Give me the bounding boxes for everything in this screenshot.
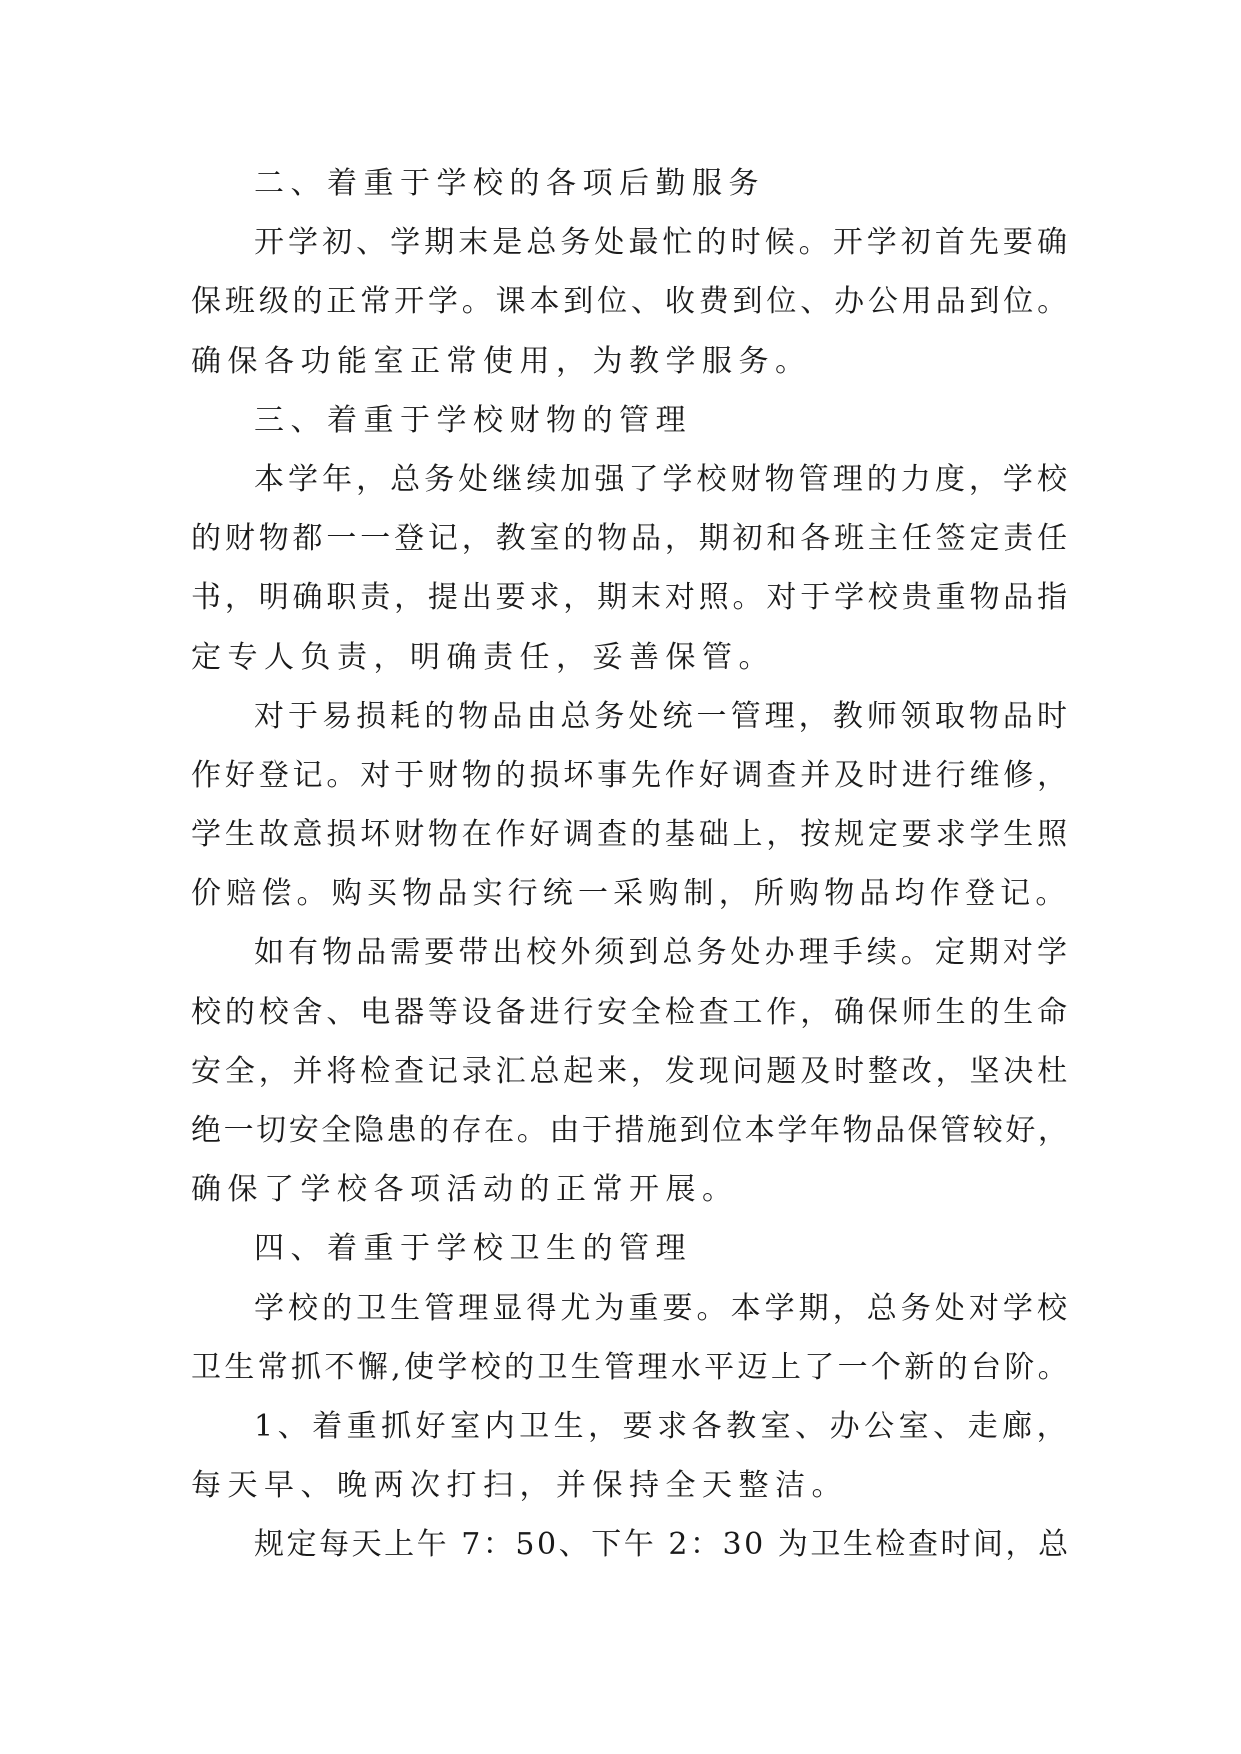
document-body bbox=[191, 154, 1071, 1575]
text-line: 对于易损耗的物品由总务处统一管理，教师领取物品时 bbox=[254, 698, 1071, 734]
text-line: 二、着重于学校的各项后勤服务 bbox=[254, 166, 765, 201]
text-line: 卫生常抓不懈,使学校的卫生管理水平迈上了一个新的台阶。 bbox=[191, 1349, 1072, 1385]
text-line: 四、着重于学校卫生的管理 bbox=[254, 1231, 692, 1267]
text-line: 学校的卫生管理显得尤为重要。本学期，总务处对学校 bbox=[254, 1290, 1071, 1326]
text-line: 三、着重于学校财物的管理 bbox=[254, 402, 692, 438]
text-line: 价赔偿。购买物品实行统一采购制，所购物品均作登记。 bbox=[191, 876, 1071, 912]
text-line: 书，明确职责，提出要求，期末对照。对于学校贵重物品指 bbox=[191, 580, 1071, 616]
text-line: 定专人负责，明确责任，妥善保管。 bbox=[191, 639, 775, 675]
text-line: 作好登记。对于财物的损坏事先作好调查并及时进行维修， bbox=[191, 757, 1071, 793]
text-line: 安全，并将检查记录汇总起来，发现问题及时整改，坚决杜 bbox=[191, 1053, 1071, 1089]
text-line: 本学年，总务处继续加强了学校财物管理的力度，学校 bbox=[254, 461, 1071, 497]
text-line: 1、着重抓好室内卫生，要求各教室、办公室、走廊， bbox=[254, 1408, 1072, 1444]
text-line: 确保了学校各项活动的正常开展。 bbox=[191, 1172, 739, 1208]
text-line: 规定每天上午 7：50、下午 2：30 为卫生检查时间，总 bbox=[254, 1527, 1071, 1563]
text-line: 校的校舍、电器等设备进行安全检查工作，确保师生的生命 bbox=[191, 994, 1071, 1030]
text-line: 开学初、学期末是总务处最忙的时候。开学初首先要确 bbox=[254, 225, 1071, 261]
text-line: 每天早、晚两次打扫，并保持全天整洁。 bbox=[191, 1468, 848, 1504]
text-line: 的财物都一一登记，教室的物品，期初和各班主任签定责任 bbox=[191, 521, 1071, 557]
text-line: 如有物品需要带出校外须到总务处办理手续。定期对学 bbox=[254, 935, 1071, 971]
text-line: 保班级的正常开学。课本到位、收费到位、办公用品到位。 bbox=[191, 284, 1071, 320]
text-line: 绝一切安全隐患的存在。由于措施到位本学年物品保管较好， bbox=[191, 1113, 1071, 1148]
text-line: 学生故意损坏财物在作好调查的基础上，按规定要求学生照 bbox=[191, 817, 1071, 853]
text-line: 确保各功能室正常使用，为教学服务。 bbox=[191, 343, 812, 379]
